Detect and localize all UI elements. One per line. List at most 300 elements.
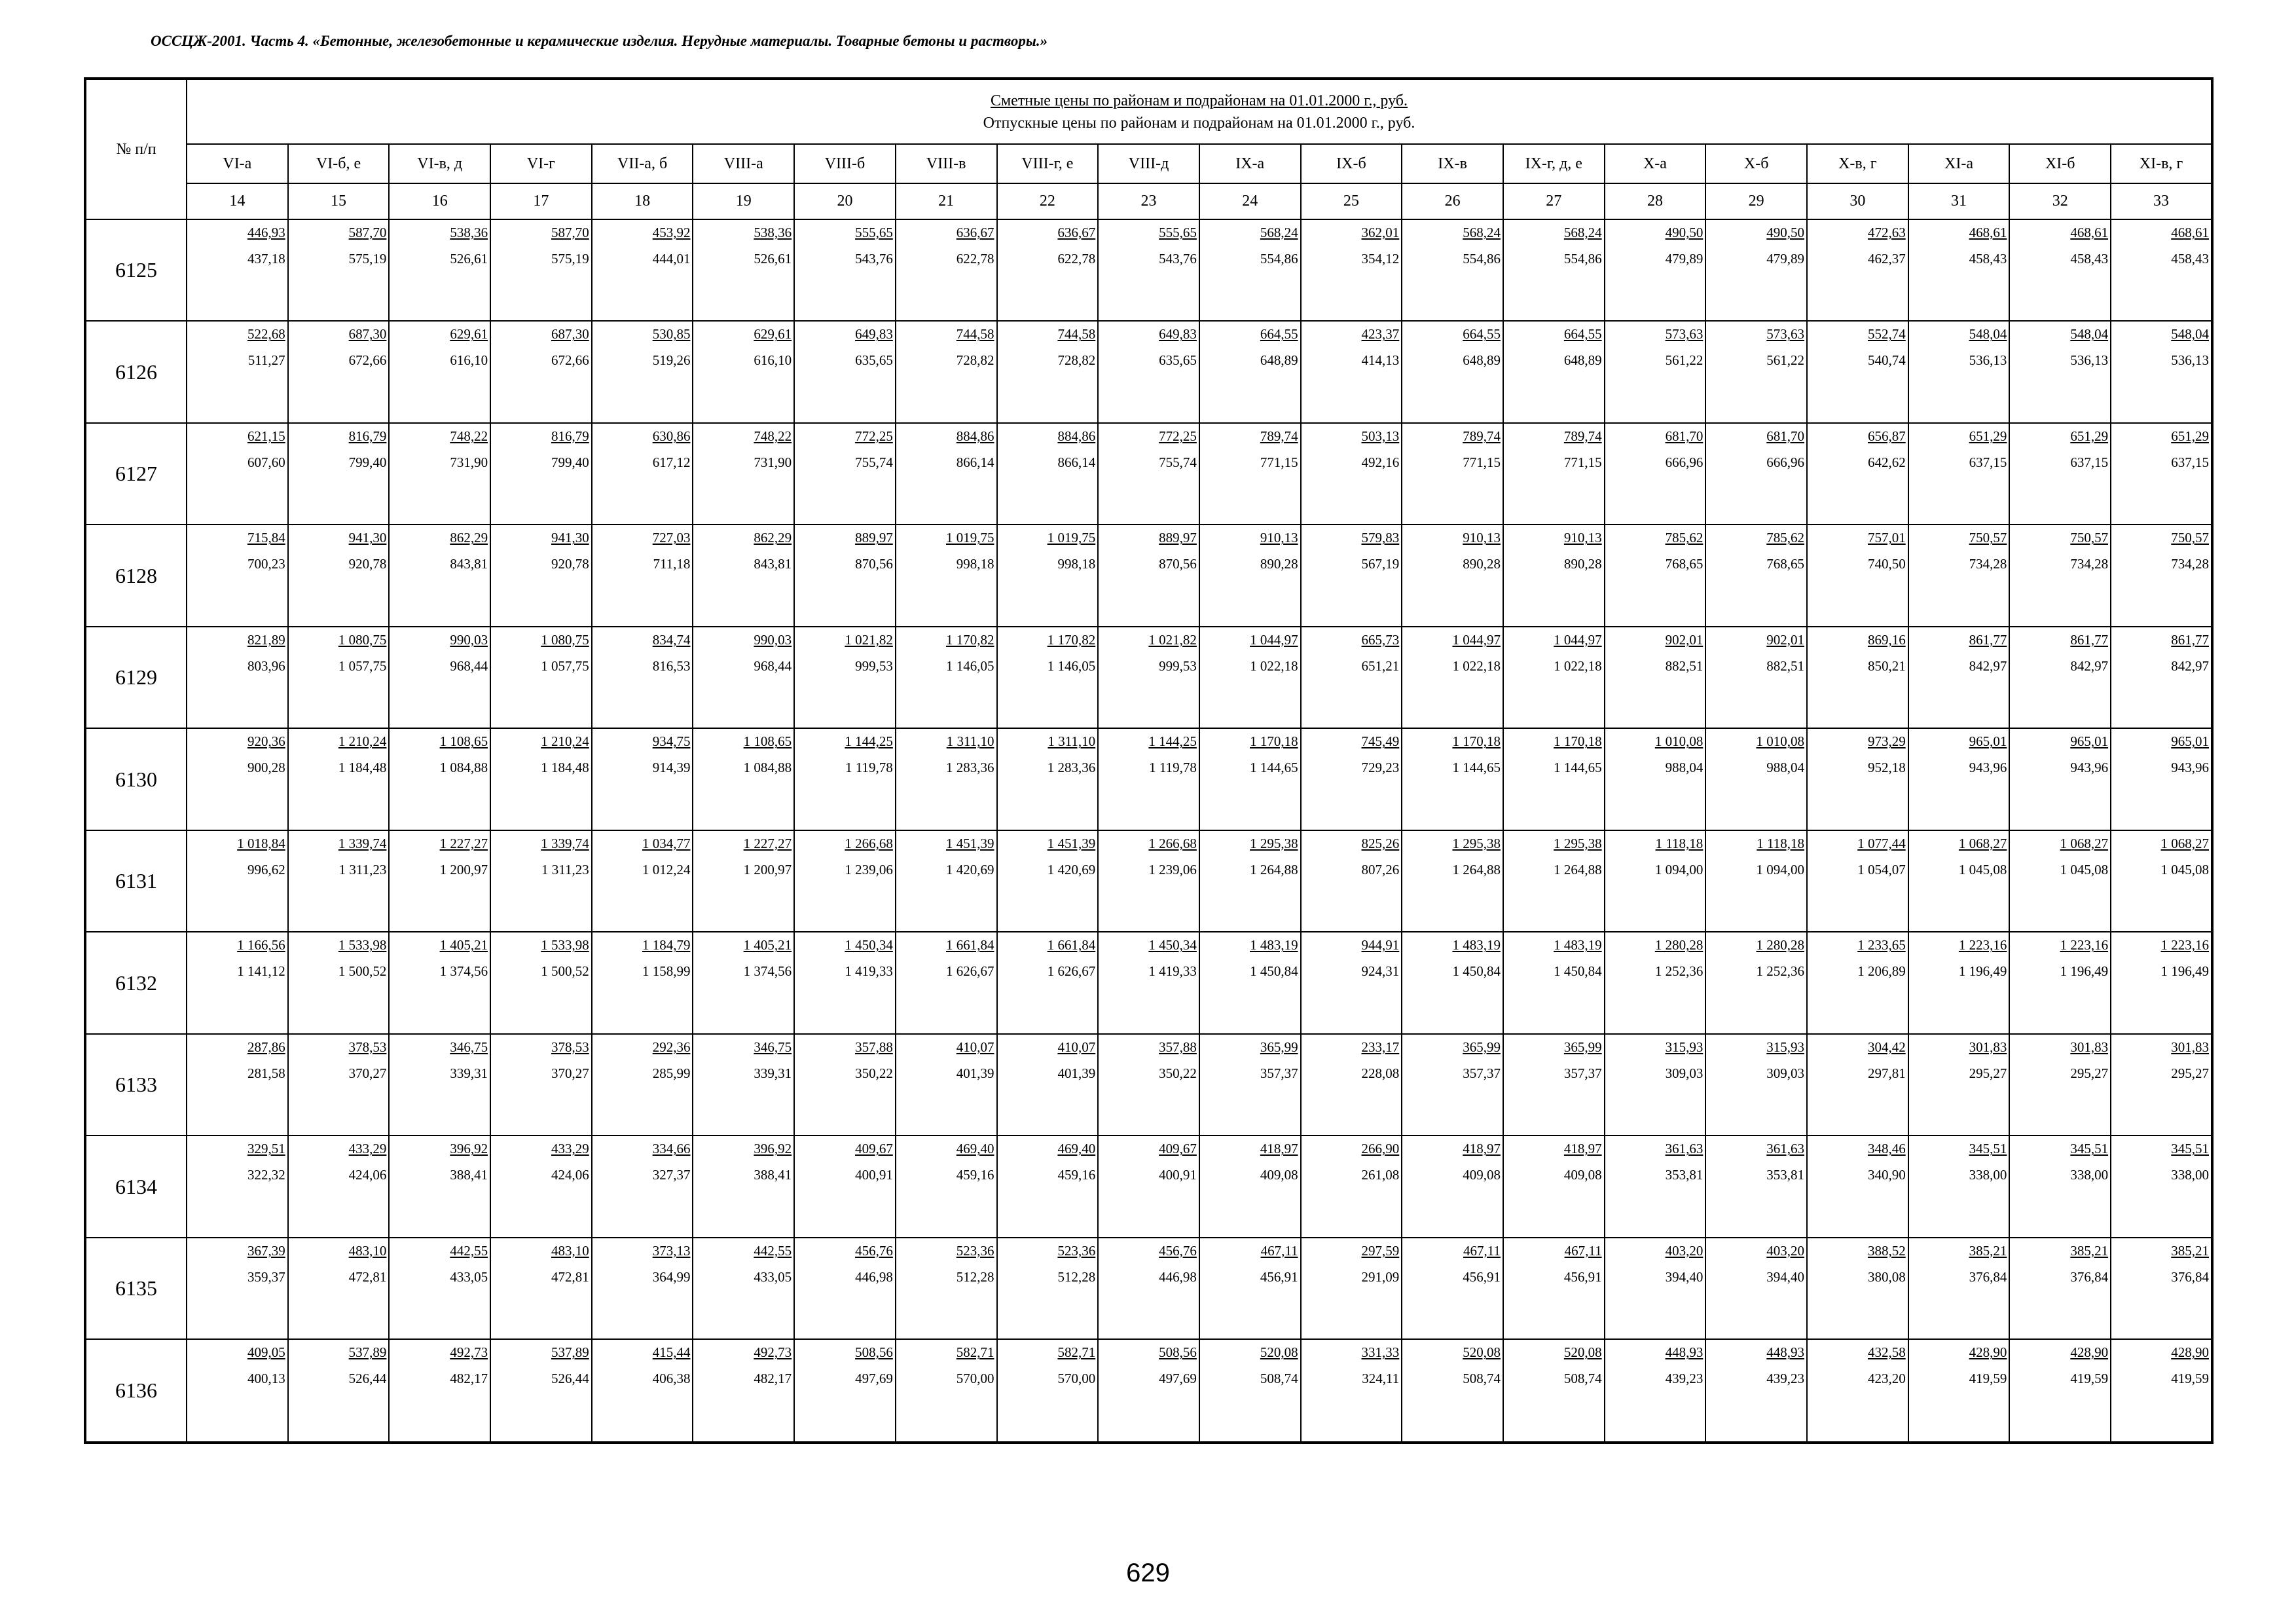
estimate-price: 469,40	[956, 1141, 994, 1157]
estimate-price: 1 019,75	[1047, 530, 1096, 546]
region-header: VII-а, б	[592, 144, 693, 183]
price-cell	[490, 1034, 592, 1135]
price-cell	[1705, 830, 1807, 932]
estimate-price: 1 108,65	[439, 733, 488, 750]
release-price: 1 022,18	[1554, 657, 1602, 674]
estimate-price: 287,86	[247, 1039, 285, 1055]
row-number: 6125	[85, 219, 187, 321]
price-cell	[1605, 1238, 1706, 1339]
estimate-price: 902,01	[1665, 631, 1704, 648]
estimate-price: 520,08	[1260, 1344, 1298, 1361]
release-price: 920,78	[348, 556, 387, 572]
region-header: VIII-г, е	[997, 144, 1099, 183]
release-price: 388,41	[450, 1167, 488, 1183]
release-price: 357,37	[1260, 1065, 1298, 1081]
price-table	[84, 77, 2214, 1444]
estimate-price: 409,67	[1159, 1141, 1197, 1157]
release-price: 728,82	[1057, 352, 1096, 369]
estimate-price: 1 405,21	[439, 937, 488, 953]
price-cell	[997, 219, 1099, 321]
release-price: 1 045,08	[1958, 861, 2007, 877]
price-cell	[896, 932, 997, 1033]
release-price: 1 239,06	[845, 861, 893, 877]
release-price: 353,81	[1665, 1167, 1704, 1183]
estimate-price: 329,51	[247, 1141, 285, 1157]
estimate-price: 965,01	[1969, 733, 2007, 750]
release-price: 900,28	[247, 760, 285, 776]
estimate-price: 467,11	[1463, 1242, 1501, 1259]
estimate-price: 861,77	[2070, 631, 2109, 648]
release-price: 1 450,84	[1452, 963, 1501, 980]
price-cell	[592, 423, 693, 525]
release-price: 462,37	[1867, 251, 1906, 267]
release-price: 322,32	[247, 1167, 285, 1183]
title-release-prices: Отпускные цены по районам и подрайонам на 01.01.2000 г., руб.	[983, 114, 1415, 132]
price-cell	[490, 219, 592, 321]
price-cell	[693, 321, 794, 422]
estimate-price: 681,70	[1766, 428, 1804, 444]
estimate-price: 522,68	[247, 326, 285, 342]
estimate-price: 744,58	[956, 326, 994, 342]
estimate-price: 965,01	[2171, 733, 2209, 750]
estimate-price: 636,67	[956, 225, 994, 240]
price-cell	[1301, 219, 1402, 321]
region-header: XI-а	[1908, 144, 2010, 183]
row-number: 6134	[85, 1135, 187, 1237]
price-cell	[794, 321, 896, 422]
release-price: 511,27	[247, 352, 285, 369]
estimate-price: 687,30	[348, 326, 387, 342]
release-price: 648,89	[1463, 352, 1501, 369]
release-price: 890,28	[1563, 556, 1602, 572]
price-cell	[1098, 321, 1199, 422]
release-price: 339,31	[754, 1065, 792, 1081]
price-cell	[997, 932, 1099, 1033]
price-cell	[187, 932, 288, 1033]
price-cell	[187, 830, 288, 932]
release-price: 281,58	[247, 1065, 285, 1081]
release-price: 459,16	[956, 1167, 994, 1183]
price-cell	[2111, 627, 2212, 728]
estimate-price: 821,89	[247, 631, 285, 648]
estimate-price: 453,92	[652, 225, 691, 240]
price-cell	[1807, 321, 1908, 422]
price-cell	[1199, 1238, 1301, 1339]
release-price: 734,28	[2070, 556, 2109, 572]
release-price: 999,53	[855, 657, 893, 674]
release-price: 771,15	[1260, 454, 1298, 470]
price-cell	[1098, 1135, 1199, 1237]
release-price: 622,78	[956, 251, 994, 267]
release-price: 512,28	[1057, 1268, 1096, 1285]
estimate-price: 396,92	[450, 1141, 488, 1157]
price-cell	[2111, 1339, 2212, 1443]
price-cell	[490, 1238, 592, 1339]
release-price: 437,18	[247, 251, 285, 267]
release-price: 472,81	[348, 1268, 387, 1285]
estimate-price: 1 483,19	[1554, 937, 1602, 953]
release-price: 338,00	[2171, 1167, 2209, 1183]
price-cell	[592, 321, 693, 422]
region-header: X-в, г	[1807, 144, 1908, 183]
release-price: 497,69	[1159, 1371, 1197, 1387]
release-price: 1 252,36	[1756, 963, 1804, 980]
page-number: 629	[1126, 1559, 1170, 1587]
price-cell	[1098, 627, 1199, 728]
price-cell	[693, 1238, 794, 1339]
price-cell	[1098, 932, 1199, 1033]
price-cell	[1807, 219, 1908, 321]
price-cell	[288, 830, 390, 932]
release-price: 768,65	[1766, 556, 1804, 572]
price-cell	[592, 1238, 693, 1339]
release-price: 617,12	[652, 454, 691, 470]
release-price: 843,81	[754, 556, 792, 572]
estimate-price: 651,29	[2070, 428, 2109, 444]
estimate-price: 468,61	[2070, 225, 2109, 240]
release-price: 570,00	[956, 1371, 994, 1387]
column-number: 22	[997, 183, 1099, 219]
price-cell	[1605, 1339, 1706, 1443]
column-number: 32	[2009, 183, 2111, 219]
release-price: 508,74	[1463, 1371, 1501, 1387]
estimate-price: 418,97	[1563, 1141, 1602, 1157]
price-cell	[288, 321, 390, 422]
price-cell	[1503, 423, 1605, 525]
price-cell	[2111, 423, 2212, 525]
price-cell	[288, 627, 390, 728]
price-cell	[187, 1135, 288, 1237]
estimate-price: 357,88	[855, 1039, 893, 1055]
price-cell	[389, 525, 490, 626]
row-number: 6126	[85, 321, 187, 422]
estimate-price: 1 018,84	[237, 835, 285, 851]
estimate-price: 910,13	[1563, 530, 1602, 546]
estimate-price: 1 108,65	[743, 733, 792, 750]
release-price: 1 264,88	[1554, 861, 1602, 877]
release-price: 1 374,56	[439, 963, 488, 980]
release-price: 554,86	[1260, 251, 1298, 267]
price-cell	[1908, 525, 2010, 626]
release-price: 359,37	[247, 1268, 285, 1285]
release-price: 357,37	[1463, 1065, 1501, 1081]
header-regions-row	[85, 144, 2212, 183]
estimate-price: 1 077,44	[1857, 835, 1906, 851]
price-cell	[997, 423, 1099, 525]
price-cell	[1705, 728, 1807, 830]
estimate-price: 573,63	[1766, 326, 1804, 342]
price-cell	[896, 1339, 997, 1443]
release-price: 508,74	[1563, 1371, 1602, 1387]
estimate-price: 446,93	[247, 225, 285, 240]
estimate-price: 573,63	[1665, 326, 1704, 342]
release-price: 1 045,08	[2060, 861, 2109, 877]
price-cell	[187, 423, 288, 525]
release-price: 672,66	[551, 352, 589, 369]
price-cell	[1301, 627, 1402, 728]
estimate-price: 448,93	[1766, 1344, 1804, 1361]
estimate-price: 681,70	[1665, 428, 1704, 444]
estimate-price: 538,36	[450, 225, 488, 240]
release-price: 456,91	[1260, 1268, 1298, 1285]
release-price: 376,84	[2171, 1268, 2209, 1285]
estimate-price: 433,29	[348, 1141, 387, 1157]
estimate-price: 772,25	[855, 428, 893, 444]
price-cell	[1705, 1135, 1807, 1237]
estimate-price: 715,84	[247, 530, 285, 546]
release-price: 1 144,65	[1250, 760, 1298, 776]
estimate-price: 555,65	[855, 225, 893, 240]
release-price: 512,28	[956, 1268, 994, 1285]
price-cell	[1402, 830, 1503, 932]
estimate-price: 1 010,08	[1654, 733, 1704, 750]
estimate-price: 418,97	[1260, 1141, 1298, 1157]
release-price: 350,22	[855, 1065, 893, 1081]
table-title	[187, 79, 2212, 144]
estimate-price: 656,87	[1867, 428, 1906, 444]
estimate-price: 1 483,19	[1250, 937, 1298, 953]
price-cell	[2111, 1034, 2212, 1135]
estimate-price: 990,03	[450, 631, 488, 648]
release-price: 866,14	[1057, 454, 1096, 470]
price-cell	[1807, 525, 1908, 626]
estimate-price: 361,63	[1766, 1141, 1804, 1157]
release-price: 711,18	[653, 556, 691, 572]
estimate-price: 772,25	[1159, 428, 1197, 444]
estimate-price: 346,75	[450, 1039, 488, 1055]
estimate-price: 1 223,16	[2060, 937, 2109, 953]
estimate-price: 537,89	[551, 1344, 589, 1361]
release-price: 295,27	[2171, 1065, 2209, 1081]
release-price: 1 146,05	[946, 657, 994, 674]
estimate-price: 630,86	[652, 428, 691, 444]
release-price: 364,99	[652, 1268, 691, 1285]
price-cell	[2111, 525, 2212, 626]
release-price: 370,27	[348, 1065, 387, 1081]
price-cell	[1503, 1034, 1605, 1135]
release-price: 642,62	[1867, 454, 1906, 470]
price-cell	[2009, 1135, 2111, 1237]
release-price: 1 119,78	[1149, 760, 1197, 776]
estimate-price: 1 068,27	[2160, 835, 2209, 851]
release-price: 731,90	[450, 454, 488, 470]
price-cell	[693, 932, 794, 1033]
price-cell	[1199, 219, 1301, 321]
price-cell	[1301, 1238, 1402, 1339]
estimate-price: 467,11	[1564, 1242, 1602, 1259]
price-cell	[1807, 1339, 1908, 1443]
release-price: 637,15	[2171, 454, 2209, 470]
price-cell	[1503, 932, 1605, 1033]
estimate-price: 884,86	[1057, 428, 1096, 444]
release-price: 635,65	[855, 352, 893, 369]
price-cell	[1199, 423, 1301, 525]
release-price: 700,23	[247, 556, 285, 572]
estimate-price: 468,61	[2171, 225, 2209, 240]
estimate-price: 410,07	[1057, 1039, 1096, 1055]
region-header: VIII-а	[693, 144, 794, 183]
price-cell	[592, 830, 693, 932]
release-price: 1 146,05	[1047, 657, 1096, 674]
estimate-price: 1 450,34	[1148, 937, 1197, 953]
price-cell	[1098, 423, 1199, 525]
estimate-price: 442,55	[450, 1242, 488, 1259]
estimate-price: 1 068,27	[2060, 835, 2109, 851]
release-price: 543,76	[855, 251, 893, 267]
price-cell	[1908, 1238, 2010, 1339]
price-cell	[592, 1034, 693, 1135]
price-cell	[1503, 321, 1605, 422]
release-price: 866,14	[956, 454, 994, 470]
release-price: 870,56	[1159, 556, 1197, 572]
estimate-price: 409,05	[247, 1344, 285, 1361]
estimate-price: 1 044,97	[1452, 631, 1501, 648]
price-cell	[1402, 1135, 1503, 1237]
table-row	[85, 1135, 2212, 1237]
release-price: 755,74	[855, 454, 893, 470]
release-price: 394,40	[1665, 1268, 1704, 1285]
release-price: 968,44	[450, 657, 488, 674]
price-cell	[693, 627, 794, 728]
column-number: 16	[389, 183, 490, 219]
column-number: 20	[794, 183, 896, 219]
estimate-price: 423,37	[1361, 326, 1400, 342]
release-price: 497,69	[855, 1371, 893, 1387]
region-header: IX-в	[1402, 144, 1503, 183]
price-cell	[1199, 932, 1301, 1033]
estimate-price: 934,75	[652, 733, 691, 750]
release-price: 843,81	[450, 556, 488, 572]
estimate-price: 365,99	[1260, 1039, 1298, 1055]
table-row	[85, 932, 2212, 1033]
price-cell	[490, 525, 592, 626]
estimate-price: 629,61	[450, 326, 488, 342]
price-cell	[997, 728, 1099, 830]
price-cell	[1605, 830, 1706, 932]
release-price: 1 200,97	[743, 861, 792, 877]
release-price: 807,26	[1361, 861, 1400, 877]
price-cell	[1402, 321, 1503, 422]
release-price: 338,00	[2070, 1167, 2109, 1183]
price-cell	[1301, 525, 1402, 626]
estimate-price: 362,01	[1361, 225, 1400, 240]
release-price: 816,53	[652, 657, 691, 674]
release-price: 380,08	[1867, 1268, 1906, 1285]
price-cell	[1402, 1339, 1503, 1443]
price-cell	[1705, 423, 1807, 525]
estimate-price: 990,03	[754, 631, 792, 648]
price-cell	[794, 1135, 896, 1237]
table-row	[85, 1238, 2212, 1339]
price-cell	[389, 1034, 490, 1135]
estimate-price: 1 080,75	[541, 631, 589, 648]
region-header: VI-б, е	[288, 144, 390, 183]
header-title-row	[85, 79, 2212, 144]
release-price: 423,20	[1867, 1371, 1906, 1387]
price-cell	[1402, 1238, 1503, 1339]
price-cell	[1098, 219, 1199, 321]
release-price: 409,08	[1463, 1167, 1501, 1183]
estimate-price: 1 080,75	[338, 631, 387, 648]
estimate-price: 750,57	[1969, 530, 2007, 546]
release-price: 519,26	[652, 352, 691, 369]
estimate-price: 789,74	[1260, 428, 1298, 444]
table-row	[85, 728, 2212, 830]
price-cell	[490, 321, 592, 422]
price-cell	[1705, 1238, 1807, 1339]
estimate-price: 1 405,21	[743, 937, 792, 953]
release-price: 324,11	[1362, 1371, 1400, 1387]
price-cell	[693, 728, 794, 830]
estimate-price: 1 044,97	[1250, 631, 1298, 648]
row-number: 6130	[85, 728, 187, 830]
estimate-price: 861,77	[1969, 631, 2007, 648]
price-cell	[1908, 932, 2010, 1033]
region-header: VIII-б	[794, 144, 896, 183]
estimate-price: 568,24	[1563, 225, 1602, 240]
price-cell	[997, 1339, 1099, 1443]
price-cell	[187, 321, 288, 422]
estimate-price: 530,85	[652, 326, 691, 342]
release-price: 734,28	[1969, 556, 2007, 572]
release-price: 648,89	[1563, 352, 1602, 369]
price-cell	[1402, 423, 1503, 525]
release-price: 394,40	[1766, 1268, 1804, 1285]
estimate-price: 483,10	[551, 1242, 589, 1259]
release-price: 1 311,23	[541, 861, 589, 877]
price-cell	[1705, 1339, 1807, 1443]
price-cell	[794, 1238, 896, 1339]
price-cell	[1908, 627, 2010, 728]
estimate-price: 910,13	[1463, 530, 1501, 546]
price-cell	[2009, 932, 2111, 1033]
estimate-price: 418,97	[1463, 1141, 1501, 1157]
release-price: 554,86	[1463, 251, 1501, 267]
release-price: 1 022,18	[1452, 657, 1501, 674]
estimate-price: 385,21	[2171, 1242, 2209, 1259]
estimate-price: 621,15	[247, 428, 285, 444]
release-price: 508,74	[1260, 1371, 1298, 1387]
region-header: X-а	[1605, 144, 1706, 183]
estimate-price: 902,01	[1766, 631, 1804, 648]
release-price: 1 196,49	[1958, 963, 2007, 980]
estimate-price: 910,13	[1260, 530, 1298, 546]
estimate-price: 1 144,25	[845, 733, 893, 750]
release-price: 842,97	[2171, 657, 2209, 674]
price-cell	[288, 1034, 390, 1135]
price-cell	[2009, 830, 2111, 932]
estimate-price: 1 227,27	[439, 835, 488, 851]
price-cell	[490, 932, 592, 1033]
estimate-price: 750,57	[2070, 530, 2109, 546]
price-cell	[1605, 627, 1706, 728]
estimate-price: 432,58	[1867, 1344, 1906, 1361]
release-price: 439,23	[1766, 1371, 1804, 1387]
price-cell	[1807, 1135, 1908, 1237]
column-number: 27	[1503, 183, 1605, 219]
estimate-price: 315,93	[1665, 1039, 1704, 1055]
price-cell	[2111, 321, 2212, 422]
price-cell	[997, 1135, 1099, 1237]
price-cell	[490, 830, 592, 932]
price-cell	[187, 728, 288, 830]
region-header: X-б	[1705, 144, 1807, 183]
release-price: 228,08	[1361, 1065, 1400, 1081]
price-cell	[1908, 423, 2010, 525]
release-price: 1 420,69	[1047, 861, 1096, 877]
price-cell	[1098, 830, 1199, 932]
release-price: 354,12	[1361, 251, 1400, 267]
